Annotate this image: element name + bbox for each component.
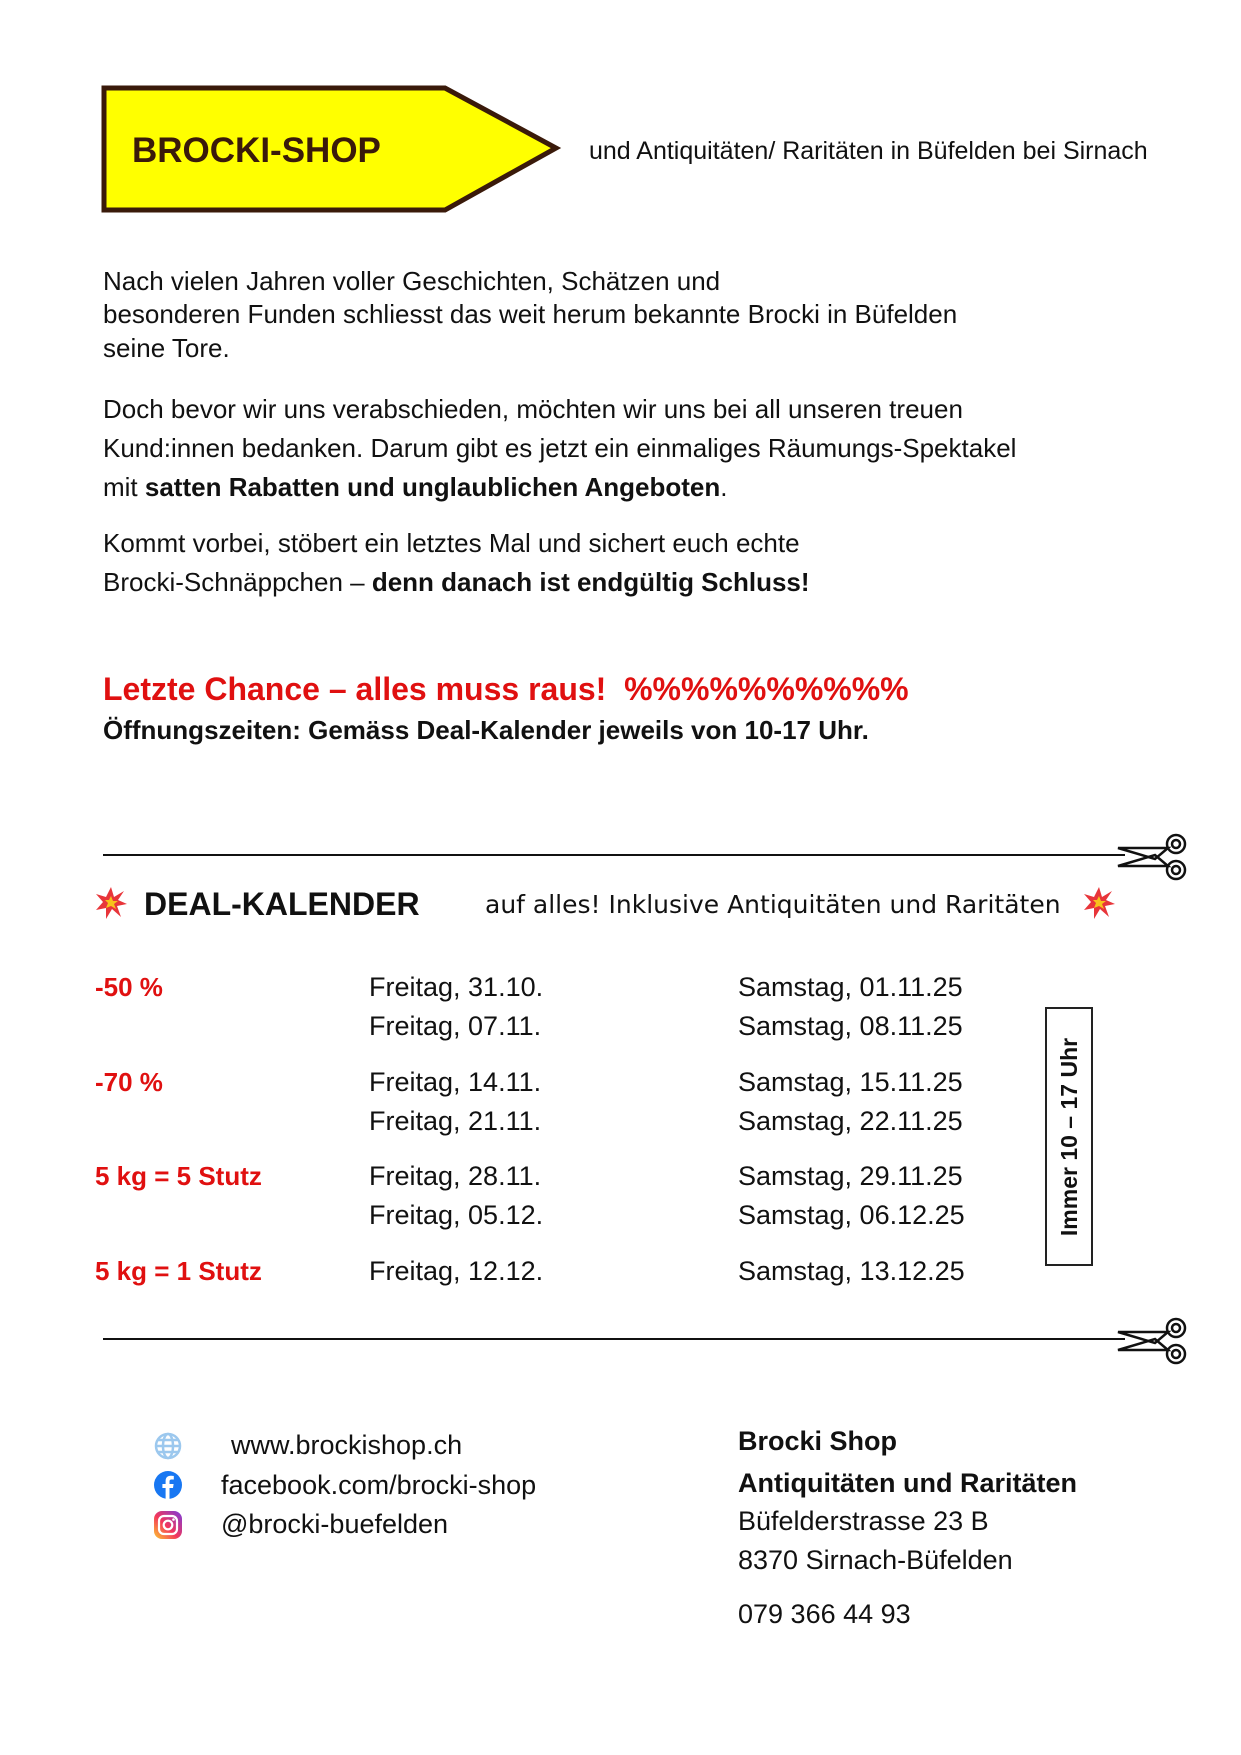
promo-headline: Letzte Chance – alles muss raus! %%%%%%%%%% <box>103 671 909 707</box>
saturday-date: Samstag, 13.12.25 <box>738 1256 965 1286</box>
friday-date: Freitag, 12.12. <box>369 1256 544 1286</box>
instagram-handle[interactable]: @brocki-buefelden <box>221 1509 449 1539</box>
intro-line: Kund:innen bedanken. Darum gibt es jetzt ein einmaliges Räumungs-Spektakel <box>103 433 1017 463</box>
deal-label: -70 % <box>95 1067 163 1097</box>
address-city: 8370 Sirnach-Büfelden <box>738 1545 1013 1575</box>
facebook-link[interactable]: facebook.com/brocki-shop <box>221 1470 537 1500</box>
intro-line: Nach vielen Jahren voller Geschichten, Schätzen und <box>103 266 721 296</box>
website-link[interactable]: www.brockishop.ch <box>231 1430 463 1460</box>
deal-label: 5 kg = 5 Stutz <box>95 1161 262 1191</box>
globe-icon <box>153 1431 183 1461</box>
shop-name: Brocki Shop <box>738 1426 898 1456</box>
friday-date: Freitag, 31.10. <box>369 972 544 1002</box>
side-note-box <box>1045 1007 1093 1266</box>
bold-text: satten Rabatten und unglaublichen Angeboten <box>144 472 721 502</box>
saturday-date: Samstag, 22.11.25 <box>738 1106 963 1136</box>
intro-line: Doch bevor wir uns verabschieden, möchten wir uns bei all unseren treuen <box>103 394 963 424</box>
text: mit <box>103 472 145 502</box>
text: Brocki-Schnäppchen – <box>103 567 372 597</box>
facebook-icon <box>153 1470 183 1500</box>
friday-date: Freitag, 07.11. <box>369 1011 542 1041</box>
saturday-date: Samstag, 29.11.25 <box>738 1161 963 1191</box>
friday-date: Freitag, 05.12. <box>369 1200 544 1230</box>
instagram-icon <box>153 1510 183 1540</box>
cut-line <box>103 1338 1125 1340</box>
intro-line: besonderen Funden schliesst das weit herum bekannte Brocki in Büfelden <box>103 299 958 329</box>
intro-line <box>103 470 728 504</box>
side-note: Immer 10 – 17 Uhr <box>1056 1037 1082 1236</box>
phone-number: 079 366 44 93 <box>738 1599 911 1629</box>
explosion-icon <box>1082 886 1116 920</box>
logo-text: BROCKI-SHOP <box>132 131 381 170</box>
bold-text: denn danach ist endgültig Schluss! <box>371 567 810 597</box>
calendar-title: DEAL-KALENDER <box>144 886 420 922</box>
intro-line: Kommt vorbei, stöbert ein letztes Mal und sichert euch echte <box>103 528 800 558</box>
friday-date: Freitag, 21.11. <box>369 1106 542 1136</box>
address-street: Büfelderstrasse 23 B <box>738 1506 989 1536</box>
intro-line: seine Tore. <box>103 333 230 363</box>
calendar-subtitle: auf alles! Inklusive Antiquitäten und Raritäten <box>485 890 1061 919</box>
friday-date: Freitag, 14.11. <box>369 1067 542 1097</box>
explosion-icon <box>94 886 128 920</box>
opening-hours: Öffnungszeiten: Gemäss Deal-Kalender jeweils von 10-17 Uhr. <box>103 715 869 745</box>
deal-label: 5 kg = 1 Stutz <box>95 1256 262 1286</box>
header-subtitle: und Antiquitäten/ Raritäten in Büfelden bei Sirnach <box>589 137 1148 165</box>
saturday-date: Samstag, 15.11.25 <box>738 1067 963 1097</box>
text: . <box>720 472 728 502</box>
saturday-date: Samstag, 06.12.25 <box>738 1200 965 1230</box>
intro-line <box>103 565 810 599</box>
deal-label: -50 % <box>95 972 163 1002</box>
scissors-icon <box>1115 832 1190 882</box>
saturday-date: Samstag, 01.11.25 <box>738 972 963 1002</box>
friday-date: Freitag, 28.11. <box>369 1161 542 1191</box>
shop-tagline: Antiquitäten und Raritäten <box>738 1468 1077 1498</box>
scissors-icon <box>1115 1316 1190 1366</box>
brocki-shop-logo <box>100 84 562 216</box>
saturday-date: Samstag, 08.11.25 <box>738 1011 963 1041</box>
cut-line <box>103 854 1125 856</box>
